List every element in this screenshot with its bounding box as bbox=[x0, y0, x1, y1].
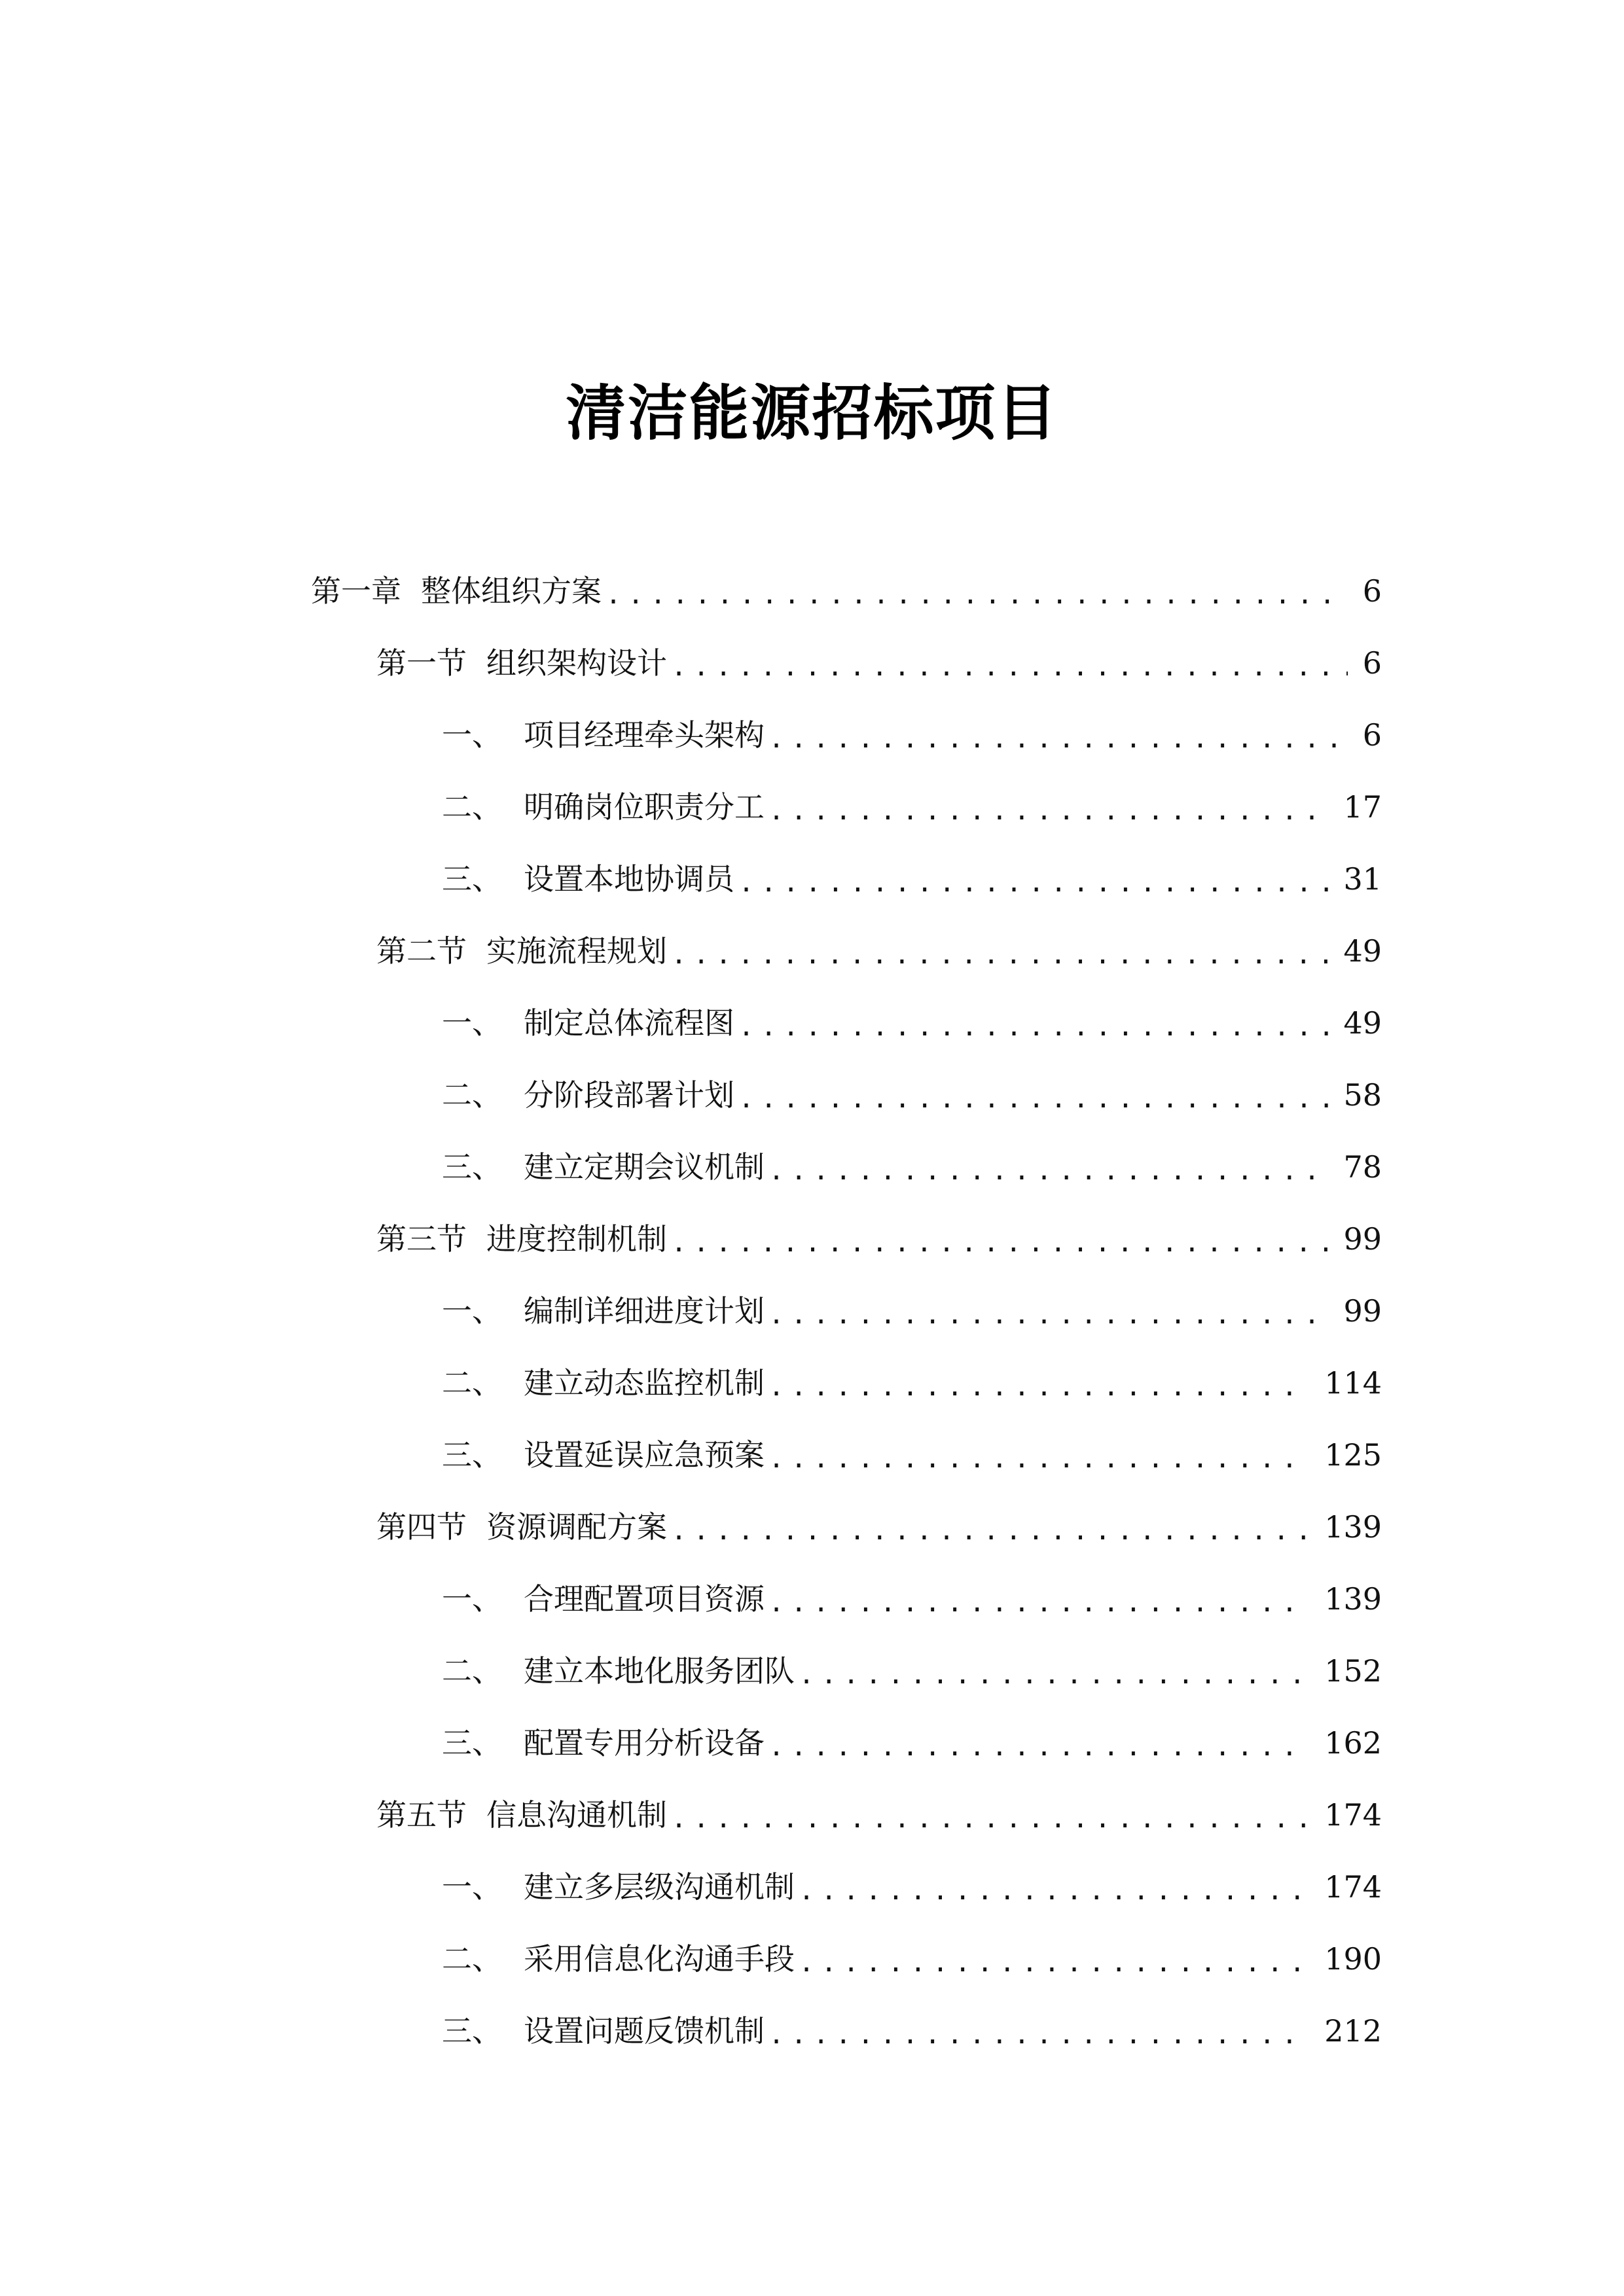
toc-leader-dots bbox=[768, 1720, 1310, 1766]
toc-page-number: 139 bbox=[1324, 1509, 1382, 1545]
toc-entry-label bbox=[442, 1288, 765, 1334]
toc-entry-marker: 一、 bbox=[442, 1005, 502, 1041]
toc-entry-label bbox=[442, 712, 765, 758]
toc-page-number: 114 bbox=[1324, 1365, 1382, 1401]
toc-leader-dots bbox=[768, 1144, 1329, 1190]
toc-entry[interactable] bbox=[442, 856, 1382, 902]
toc-entry-label bbox=[376, 1504, 667, 1550]
toc-leader-dots bbox=[799, 1936, 1310, 1982]
toc-page-number: 190 bbox=[1324, 1941, 1382, 1977]
toc-entry-title: 建立本地化服务团队 bbox=[524, 1653, 795, 1689]
toc-page-number: 49 bbox=[1343, 933, 1382, 969]
toc-page-number: 49 bbox=[1343, 1005, 1382, 1041]
toc-entry-label bbox=[442, 1576, 765, 1622]
toc-entry-label bbox=[376, 928, 667, 974]
toc-entry-title: 资源调配方案 bbox=[486, 1509, 667, 1545]
toc-page-number: 99 bbox=[1343, 1293, 1382, 1329]
toc-leader-dots bbox=[738, 856, 1329, 902]
toc-leader-dots bbox=[671, 1216, 1329, 1262]
toc-entry[interactable] bbox=[376, 1792, 1382, 1838]
toc-entry-label bbox=[442, 1936, 795, 1982]
toc-entry-title: 信息沟通机制 bbox=[486, 1797, 667, 1833]
toc-entry-label bbox=[376, 640, 667, 686]
toc-entry-title: 设置问题反馈机制 bbox=[524, 2013, 765, 2049]
toc-page-number: 174 bbox=[1324, 1797, 1382, 1833]
toc-entry-label bbox=[442, 856, 734, 902]
toc-page-number: 78 bbox=[1343, 1149, 1382, 1185]
toc-leader-dots bbox=[768, 712, 1348, 758]
toc-leader-dots bbox=[768, 1432, 1310, 1478]
toc-leader-dots bbox=[768, 1576, 1310, 1622]
toc-entry-title: 建立定期会议机制 bbox=[524, 1149, 765, 1185]
toc-page-number: 139 bbox=[1324, 1581, 1382, 1617]
toc-entry-marker: 第一节 bbox=[376, 645, 467, 681]
toc-page-number: 58 bbox=[1343, 1077, 1382, 1113]
toc-entry-marker: 三、 bbox=[442, 1725, 502, 1761]
toc-entry-marker: 二、 bbox=[442, 1077, 502, 1113]
toc-entry-title: 设置延误应急预案 bbox=[524, 1437, 765, 1473]
toc-page-number: 31 bbox=[1343, 861, 1382, 897]
toc-entry-label bbox=[442, 1360, 765, 1406]
toc-leader-dots bbox=[768, 1288, 1329, 1334]
toc-leader-dots bbox=[768, 2008, 1310, 2054]
toc-entry-marker: 二、 bbox=[442, 1941, 502, 1977]
toc-entry-title: 分阶段部署计划 bbox=[524, 1077, 734, 1113]
toc-entry-title: 编制详细进度计划 bbox=[524, 1293, 765, 1329]
toc-entry-label bbox=[442, 1864, 795, 1910]
toc-entry[interactable] bbox=[442, 1576, 1382, 1622]
toc-page-number: 17 bbox=[1343, 789, 1382, 825]
toc-entry[interactable] bbox=[442, 1144, 1382, 1190]
toc-entry-label bbox=[376, 1792, 667, 1838]
toc-leader-dots bbox=[738, 1000, 1329, 1046]
toc-entry-label bbox=[376, 1216, 667, 1262]
toc-entry-title: 实施流程规划 bbox=[486, 933, 667, 969]
toc-entry-label bbox=[442, 1072, 734, 1118]
toc-entry-title: 组织架构设计 bbox=[486, 645, 667, 681]
toc-entry[interactable] bbox=[442, 1000, 1382, 1046]
toc-entry-title: 制定总体流程图 bbox=[524, 1005, 734, 1041]
toc-entry[interactable] bbox=[442, 1936, 1382, 1982]
toc-entry-marker: 第一章 bbox=[311, 573, 401, 609]
toc-entry-title: 明确岗位职责分工 bbox=[524, 789, 765, 825]
toc-entry[interactable] bbox=[311, 568, 1382, 614]
toc-entry-marker: 三、 bbox=[442, 861, 502, 897]
toc-entry-marker: 三、 bbox=[442, 1437, 502, 1473]
toc-entry[interactable] bbox=[376, 1216, 1382, 1262]
toc-entry-label bbox=[442, 784, 765, 830]
toc-leader-dots bbox=[738, 1072, 1329, 1118]
toc-page-number: 152 bbox=[1324, 1653, 1382, 1689]
toc-entry-label bbox=[442, 1144, 765, 1190]
toc-entry-title: 合理配置项目资源 bbox=[524, 1581, 765, 1617]
toc-entry-title: 建立多层级沟通机制 bbox=[524, 1869, 795, 1905]
toc-entry-title: 建立动态监控机制 bbox=[524, 1365, 765, 1401]
toc-entry-marker: 二、 bbox=[442, 1365, 502, 1401]
toc-entry-marker: 二、 bbox=[442, 789, 502, 825]
toc-entry-title: 项目经理牵头架构 bbox=[524, 717, 765, 753]
toc-page-number: 6 bbox=[1362, 645, 1382, 681]
toc-entry-title: 设置本地协调员 bbox=[524, 861, 734, 897]
toc-entry-title: 采用信息化沟通手段 bbox=[524, 1941, 795, 1977]
toc-entry-marker: 第二节 bbox=[376, 933, 467, 969]
toc-leader-dots bbox=[799, 1648, 1310, 1694]
toc-entry-title: 整体组织方案 bbox=[421, 573, 602, 609]
toc-leader-dots bbox=[799, 1864, 1310, 1910]
toc-entry-marker: 三、 bbox=[442, 1149, 502, 1185]
toc-entry[interactable] bbox=[442, 2008, 1382, 2054]
toc-leader-dots bbox=[605, 568, 1348, 614]
toc-entry-marker: 三、 bbox=[442, 2013, 502, 2049]
toc-entry-marker: 一、 bbox=[442, 717, 502, 753]
toc-entry-marker: 一、 bbox=[442, 1581, 502, 1617]
toc-page-number: 212 bbox=[1324, 2013, 1382, 2049]
toc-entry-label bbox=[442, 2008, 765, 2054]
toc-entry-title: 进度控制机制 bbox=[486, 1221, 667, 1257]
toc-entry[interactable] bbox=[442, 1072, 1382, 1118]
toc-entry[interactable] bbox=[442, 1720, 1382, 1766]
toc-entry-marker: 一、 bbox=[442, 1869, 502, 1905]
toc-entry-marker: 一、 bbox=[442, 1293, 502, 1329]
toc-page-number: 6 bbox=[1362, 717, 1382, 753]
toc-page-number: 99 bbox=[1343, 1221, 1382, 1257]
toc-page-number: 174 bbox=[1324, 1869, 1382, 1905]
toc-page-number: 125 bbox=[1324, 1437, 1382, 1473]
toc-entry-label bbox=[442, 1000, 734, 1046]
toc-leader-dots bbox=[671, 640, 1348, 686]
toc-entry[interactable] bbox=[442, 1648, 1382, 1694]
toc-entry[interactable] bbox=[442, 1432, 1382, 1478]
toc-entry-label bbox=[442, 1720, 765, 1766]
toc-entry[interactable] bbox=[376, 928, 1382, 974]
toc-entry-marker: 第五节 bbox=[376, 1797, 467, 1833]
toc-entry[interactable] bbox=[442, 1360, 1382, 1406]
toc-entry-label bbox=[311, 568, 602, 614]
toc-entry[interactable] bbox=[442, 712, 1382, 758]
toc-leader-dots bbox=[671, 1504, 1310, 1550]
toc-page-number: 162 bbox=[1324, 1725, 1382, 1761]
toc-entry-label bbox=[442, 1648, 795, 1694]
toc-entry[interactable] bbox=[442, 784, 1382, 830]
document-title: 清洁能源招标项目 bbox=[566, 378, 1058, 448]
toc-leader-dots bbox=[768, 1360, 1310, 1406]
toc-leader-dots bbox=[768, 784, 1329, 830]
toc-entry[interactable] bbox=[442, 1288, 1382, 1334]
toc-page-number: 6 bbox=[1362, 573, 1382, 609]
toc-entry-label bbox=[442, 1432, 765, 1478]
toc-leader-dots bbox=[671, 928, 1329, 974]
toc-entry[interactable] bbox=[442, 1864, 1382, 1910]
toc-leader-dots bbox=[671, 1792, 1310, 1838]
toc-entry-marker: 第四节 bbox=[376, 1509, 467, 1545]
toc-entry-title: 配置专用分析设备 bbox=[524, 1725, 765, 1761]
toc-entry[interactable] bbox=[376, 640, 1382, 686]
toc-entry-marker: 二、 bbox=[442, 1653, 502, 1689]
toc-entry-marker: 第三节 bbox=[376, 1221, 467, 1257]
toc-entry[interactable] bbox=[376, 1504, 1382, 1550]
